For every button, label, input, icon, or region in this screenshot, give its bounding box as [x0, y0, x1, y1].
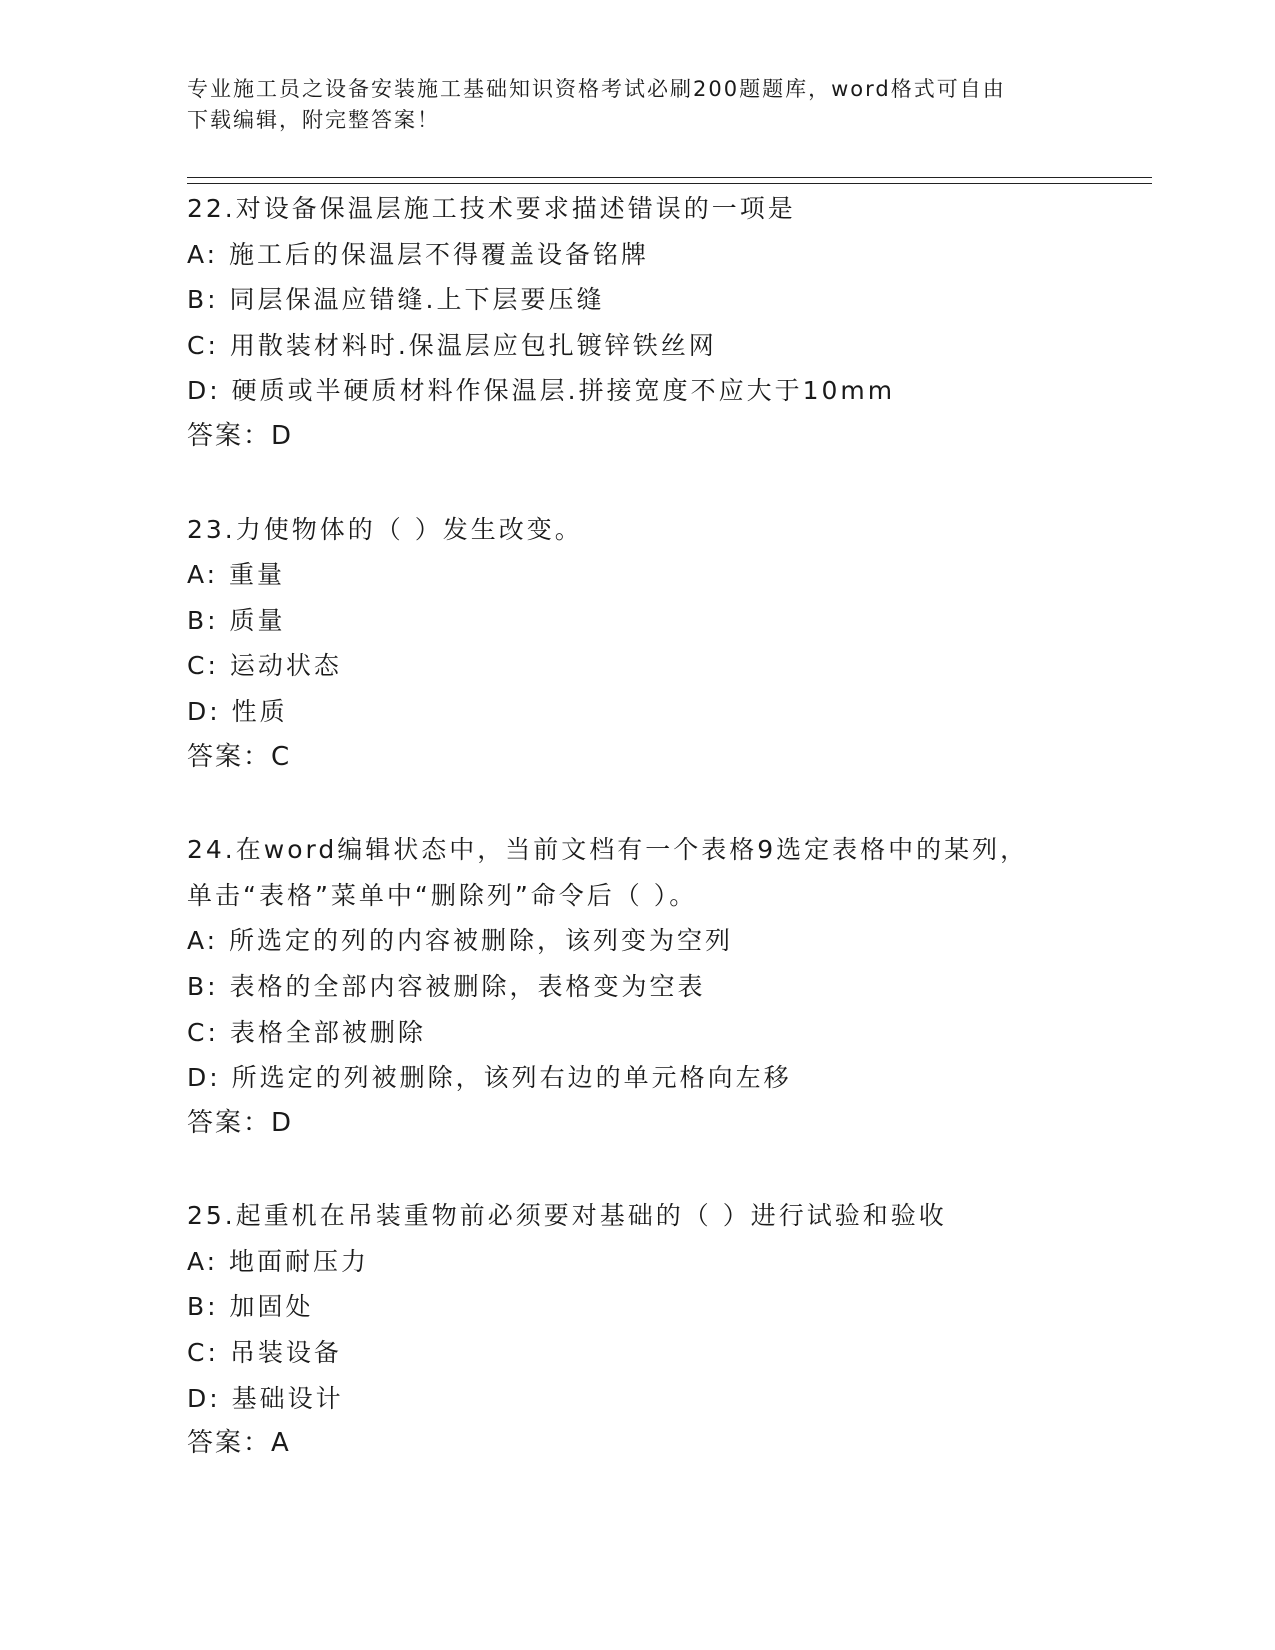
question-25: [187, 1193, 1152, 1467]
answer-line: 答案：C: [187, 741, 292, 772]
option-a: A: 所选定的列的内容被删除，该列变为空列: [187, 926, 734, 956]
question-22: [187, 186, 1152, 460]
question-stem: 22.对设备保温层施工技术要求描述错误的一项是: [187, 194, 796, 223]
option-a: A: 重量: [187, 560, 286, 590]
document-header: [187, 74, 1067, 136]
option-d: D: 性质: [187, 696, 288, 726]
option-d: D: 所选定的列被删除，该列右边的单元格向左移: [187, 1063, 792, 1093]
option-a: A: 地面耐压力: [187, 1246, 370, 1276]
option-a: A: 施工后的保温层不得覆盖设备铭牌: [187, 239, 650, 269]
question-stem: 23.力使物体的（ ）发生改变。: [187, 514, 583, 544]
option-c: C: 吊装设备: [187, 1338, 342, 1368]
option-b: B: 加固处: [187, 1292, 314, 1322]
option-b: B: 表格的全部内容被删除，表格变为空表: [187, 971, 706, 1001]
option-d: D: 硬质或半硬质材料作保温层.拼接宽度不应大于10mm: [187, 376, 896, 406]
answer-line: 答案：D: [187, 420, 294, 451]
option-d: D: 基础设计: [187, 1383, 344, 1413]
option-c: C: 表格全部被删除: [187, 1017, 426, 1047]
question-stem-line-1: 24.在word编辑状态中，当前文档有一个表格9选定表格中的某列，: [187, 835, 1029, 865]
option-c: C: 用散装材料时.保温层应包扎镀锌铁丝网: [187, 330, 717, 360]
header-line-1: 专业施工员之设备安装施工基础知识资格考试必刷200题题库，word格式可自由: [187, 77, 1006, 101]
question-stem-line-2: 单击“表格”菜单中“删除列”命令后（ ）。: [187, 880, 698, 910]
question-stem: 25.起重机在吊装重物前必须要对基础的（ ）进行试验和验收: [187, 1201, 947, 1231]
option-c: C: 运动状态: [187, 651, 342, 681]
answer-line: 答案：A: [187, 1428, 291, 1459]
header-divider-thin: [187, 183, 1152, 184]
header-line-2: 下载编辑，附完整答案！: [187, 108, 440, 132]
option-b: B: 质量: [187, 605, 286, 635]
question-24: [187, 827, 1152, 1146]
question-list: [187, 186, 1152, 1514]
question-23: [187, 507, 1152, 781]
header-divider-thick: [187, 177, 1152, 178]
option-b: B: 同层保温应错缝.上下层要压缝: [187, 285, 605, 315]
answer-line: 答案：D: [187, 1107, 294, 1138]
